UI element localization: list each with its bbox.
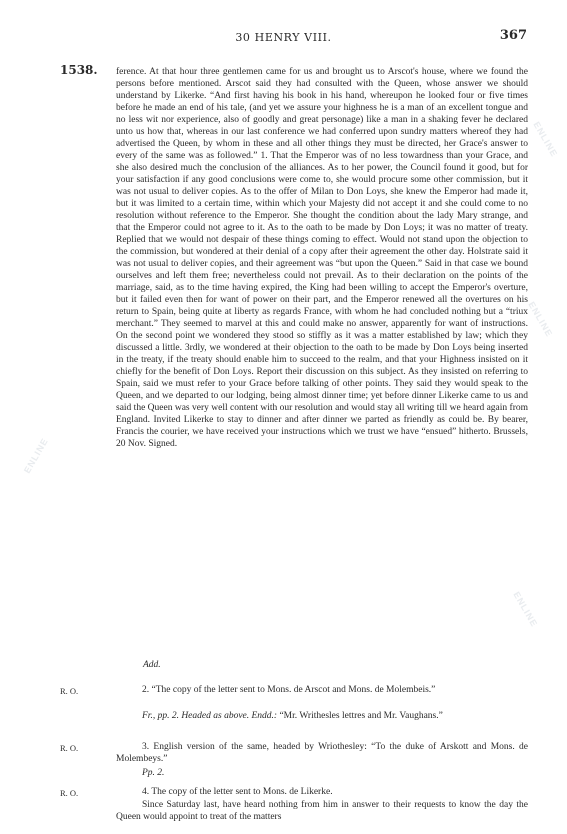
watermark: ENLINE	[531, 120, 560, 159]
letter-paragraph: ference. At that hour three gentlemen came for us and brought us to Arscot's house, where we found the persons before mentioned. Arscot said they had consulted with the Queen, whose answer we should understand by Likerke. “And first having his book in his hand, whereupon he looked four or five times before he made an end of his tale, (and yet we assure your highness he is a man of an excellent tongue and no less wit nor experience, also of goodly and great personage) like a man in a shaking fever he declared unto us how that, whereas in our last conference we had conferred upon sundry matters whereof they had advertised the Queen, by whom in these and all other things they must be directed, her Grace's answer to every of the same was as followed.” 1. That the Emperor was of no less towardness than your Grace, and she also desired much the conclusion of the alliances. As to her power, the Council found it good, but for your satisfaction if any good conclusions were come to, she would procure some other commission, but it was not usual to deliver copies. As to the offer of Milan to Don Loys, she knew the Emperor had made it, but it was limited to a certain time, within which your Majesty did not accept it and she could come to no resolution without reference to the Emperor. She thought the condition about the lady Mary strange, and that the Emperor could not agree to it. As to the oath to be made by Don Loys; it was no matter of treaty. Replied that we would not despair of these things coming to effect. Would not stand upon the objection to the commission, but wondered at their denial of a copy after their agreement the other day. Holstrate said it was not usual to deliver copies, and their agreement was “but upon the Queen.” Said in that case we bound ourselves and left them free; nevertheless could not prevail. As to their declaration on the points of the marriage, said, as to the time having expired, the King had been willing to accept the Emperor's overture, but it failed even then for want of power on their part, and the Emperor renewed all the overtures on his return to Spain, being quite at liberty as regards France, with whom he had concluded nothing but a “triux merchant.” They seemed to marvel at this and could make no answer, apparently for want of instructions. On the second point we wondered they stood so stiffly as it was a matter established by law; which they discussed a little. 3rdly, we wondered at their objection to the oath to be made by Don Loys being inserted in the treaty, if the treaty should enable him to succeed to the realm, and that your Highness insisted on it chiefly for the benefit of Don Loys. Report their discussion on this subject. As they insisted on referring to Spain, said we must refer to your Grace before talking of other points. They said they would speak to the Queen, and we departed to our lodging, being almost dinner time; yet before dinner Likerke came to us and said the Queen was very well content with our resolution and would stay all writing till we heard again from England. Invited Likerke to stay to dinner and after dinner we parted as friendly as could be. By bearer, Francis the courier, we have received your instructions which we trust we have “ensued” hitherto. Brussels, 20 Nov. Signed.	[116, 67, 528, 449]
entry-3	[116, 741, 528, 765]
entry-4	[116, 786, 528, 798]
page-number: 367	[499, 28, 527, 43]
entry-text: 4. The copy of the letter sent to Mons. de Likerke.	[142, 787, 333, 797]
running-head-title: 30 HENRY VIII.	[235, 31, 332, 44]
letter-body	[116, 66, 528, 656]
desc-upright: “Mr. Writhesles lettres and Mr. Vaughans.”	[279, 711, 443, 721]
entry-2	[116, 684, 528, 696]
desc-italic: Pp. 2.	[142, 768, 165, 778]
add-label: Add.	[143, 660, 161, 670]
margin-note: R. O.	[60, 686, 79, 696]
entry-continuation	[116, 799, 528, 823]
entry-description	[142, 767, 528, 779]
continuation-text: Since Saturday last, have heard nothing from him in answer to their requests to know the day the Queen would appoint to treat of the matters	[116, 800, 528, 822]
margin-note: R. O.	[60, 743, 79, 753]
year-label: 1538.	[60, 63, 98, 77]
margin-note: R. O.	[60, 788, 79, 798]
watermark: ENLINE	[526, 300, 555, 339]
watermark: ENLINE	[22, 436, 51, 475]
watermark: ENLINE	[511, 590, 540, 629]
entry-text: 2. “The copy of the letter sent to Mons. de Arscot and Mons. de Molembeis.”	[142, 685, 436, 695]
entry-description	[142, 710, 528, 722]
entry-text: 3. English version of the same, headed by Wriothesley: “To the duke of Arskott and Mons. de Molembeys.”	[116, 742, 528, 764]
desc-italic: Fr., pp. 2. Headed as above. Endd.:	[142, 711, 278, 721]
